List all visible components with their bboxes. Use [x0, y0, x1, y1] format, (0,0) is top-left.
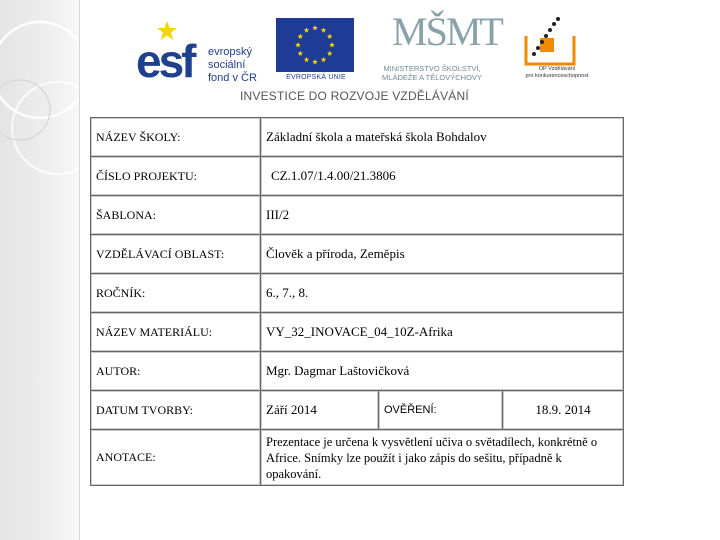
row-value: Člověk a příroda, Zeměpis: [261, 235, 624, 274]
op-vk-logo: [514, 12, 600, 86]
anotace-label: ANOTACE:: [91, 430, 261, 486]
table-row: [91, 391, 624, 430]
table-row: [91, 118, 624, 157]
overeni-value: 18.9. 2014: [503, 391, 624, 430]
eu-flag: [276, 18, 354, 72]
table-row: [91, 352, 624, 391]
table-row: [91, 274, 624, 313]
row-value: VY_32_INOVACE_04_10Z-Afrika: [261, 313, 624, 352]
row-label: ŠABLONA:: [91, 196, 261, 235]
row-label: ROČNÍK:: [91, 274, 261, 313]
table-row: [91, 430, 624, 486]
row-label: VZDĚLÁVACÍ OBLAST:: [91, 235, 261, 274]
esf-mark: esf: [136, 35, 194, 87]
msmt-mark: MŠMT: [392, 9, 502, 54]
eu-stars-icon: [276, 18, 354, 72]
row-label: NÁZEV MATERIÁLU:: [91, 313, 261, 352]
decorative-circles: [0, 0, 80, 540]
logo-bar: [130, 9, 600, 87]
datum-value: Září 2014: [261, 391, 379, 430]
table-row: [91, 196, 624, 235]
esf-caption: evropský sociální fond v ČR: [208, 46, 257, 84]
eu-caption: EVROPSKÁ UNIE: [286, 74, 346, 81]
esf-logo: [136, 12, 266, 86]
table-row: [91, 313, 624, 352]
msmt-logo: [362, 9, 502, 86]
row-label: NÁZEV ŠKOLY:: [91, 118, 261, 157]
row-value: Základní škola a mateřská škola Bohdalov: [261, 118, 624, 157]
op-vk-emblem-icon: [520, 14, 580, 66]
op-vk-caption: OP Vzdělávání pro konkurenceschopnost: [525, 66, 589, 79]
anotace-value: Prezentace je určena k vysvětlení učiva o světadílech, konkrétně o Africe. Snímky lze použít i jako zápis do sešitu, případně k opakování.: [261, 430, 624, 486]
table-row: [91, 157, 624, 196]
decorative-left-strip: [0, 0, 80, 540]
strip-divider: [79, 0, 80, 540]
table-row: [91, 235, 624, 274]
row-value: III/2: [261, 196, 624, 235]
row-label: ČÍSLO PROJEKTU:: [91, 157, 261, 196]
row-label: AUTOR:: [91, 352, 261, 391]
project-info-table: [90, 117, 624, 486]
overeni-label: OVĚŘENÍ:: [379, 391, 503, 430]
row-value: CZ.1.07/1.4.00/21.3806: [261, 157, 624, 196]
datum-label: DATUM TVORBY:: [91, 391, 261, 430]
row-value: Mgr. Dagmar Laštovičková: [261, 352, 624, 391]
msmt-caption: MINISTERSTVO ŠKOLSTVÍ, MLÁDEŽE A TĚLOVÝCHOVY: [382, 64, 482, 82]
eu-logo: [276, 12, 356, 86]
investice-heading: INVESTICE DO ROZVOJE VZDĚLÁVÁNÍ: [240, 89, 469, 103]
row-value: 6., 7., 8.: [261, 274, 624, 313]
